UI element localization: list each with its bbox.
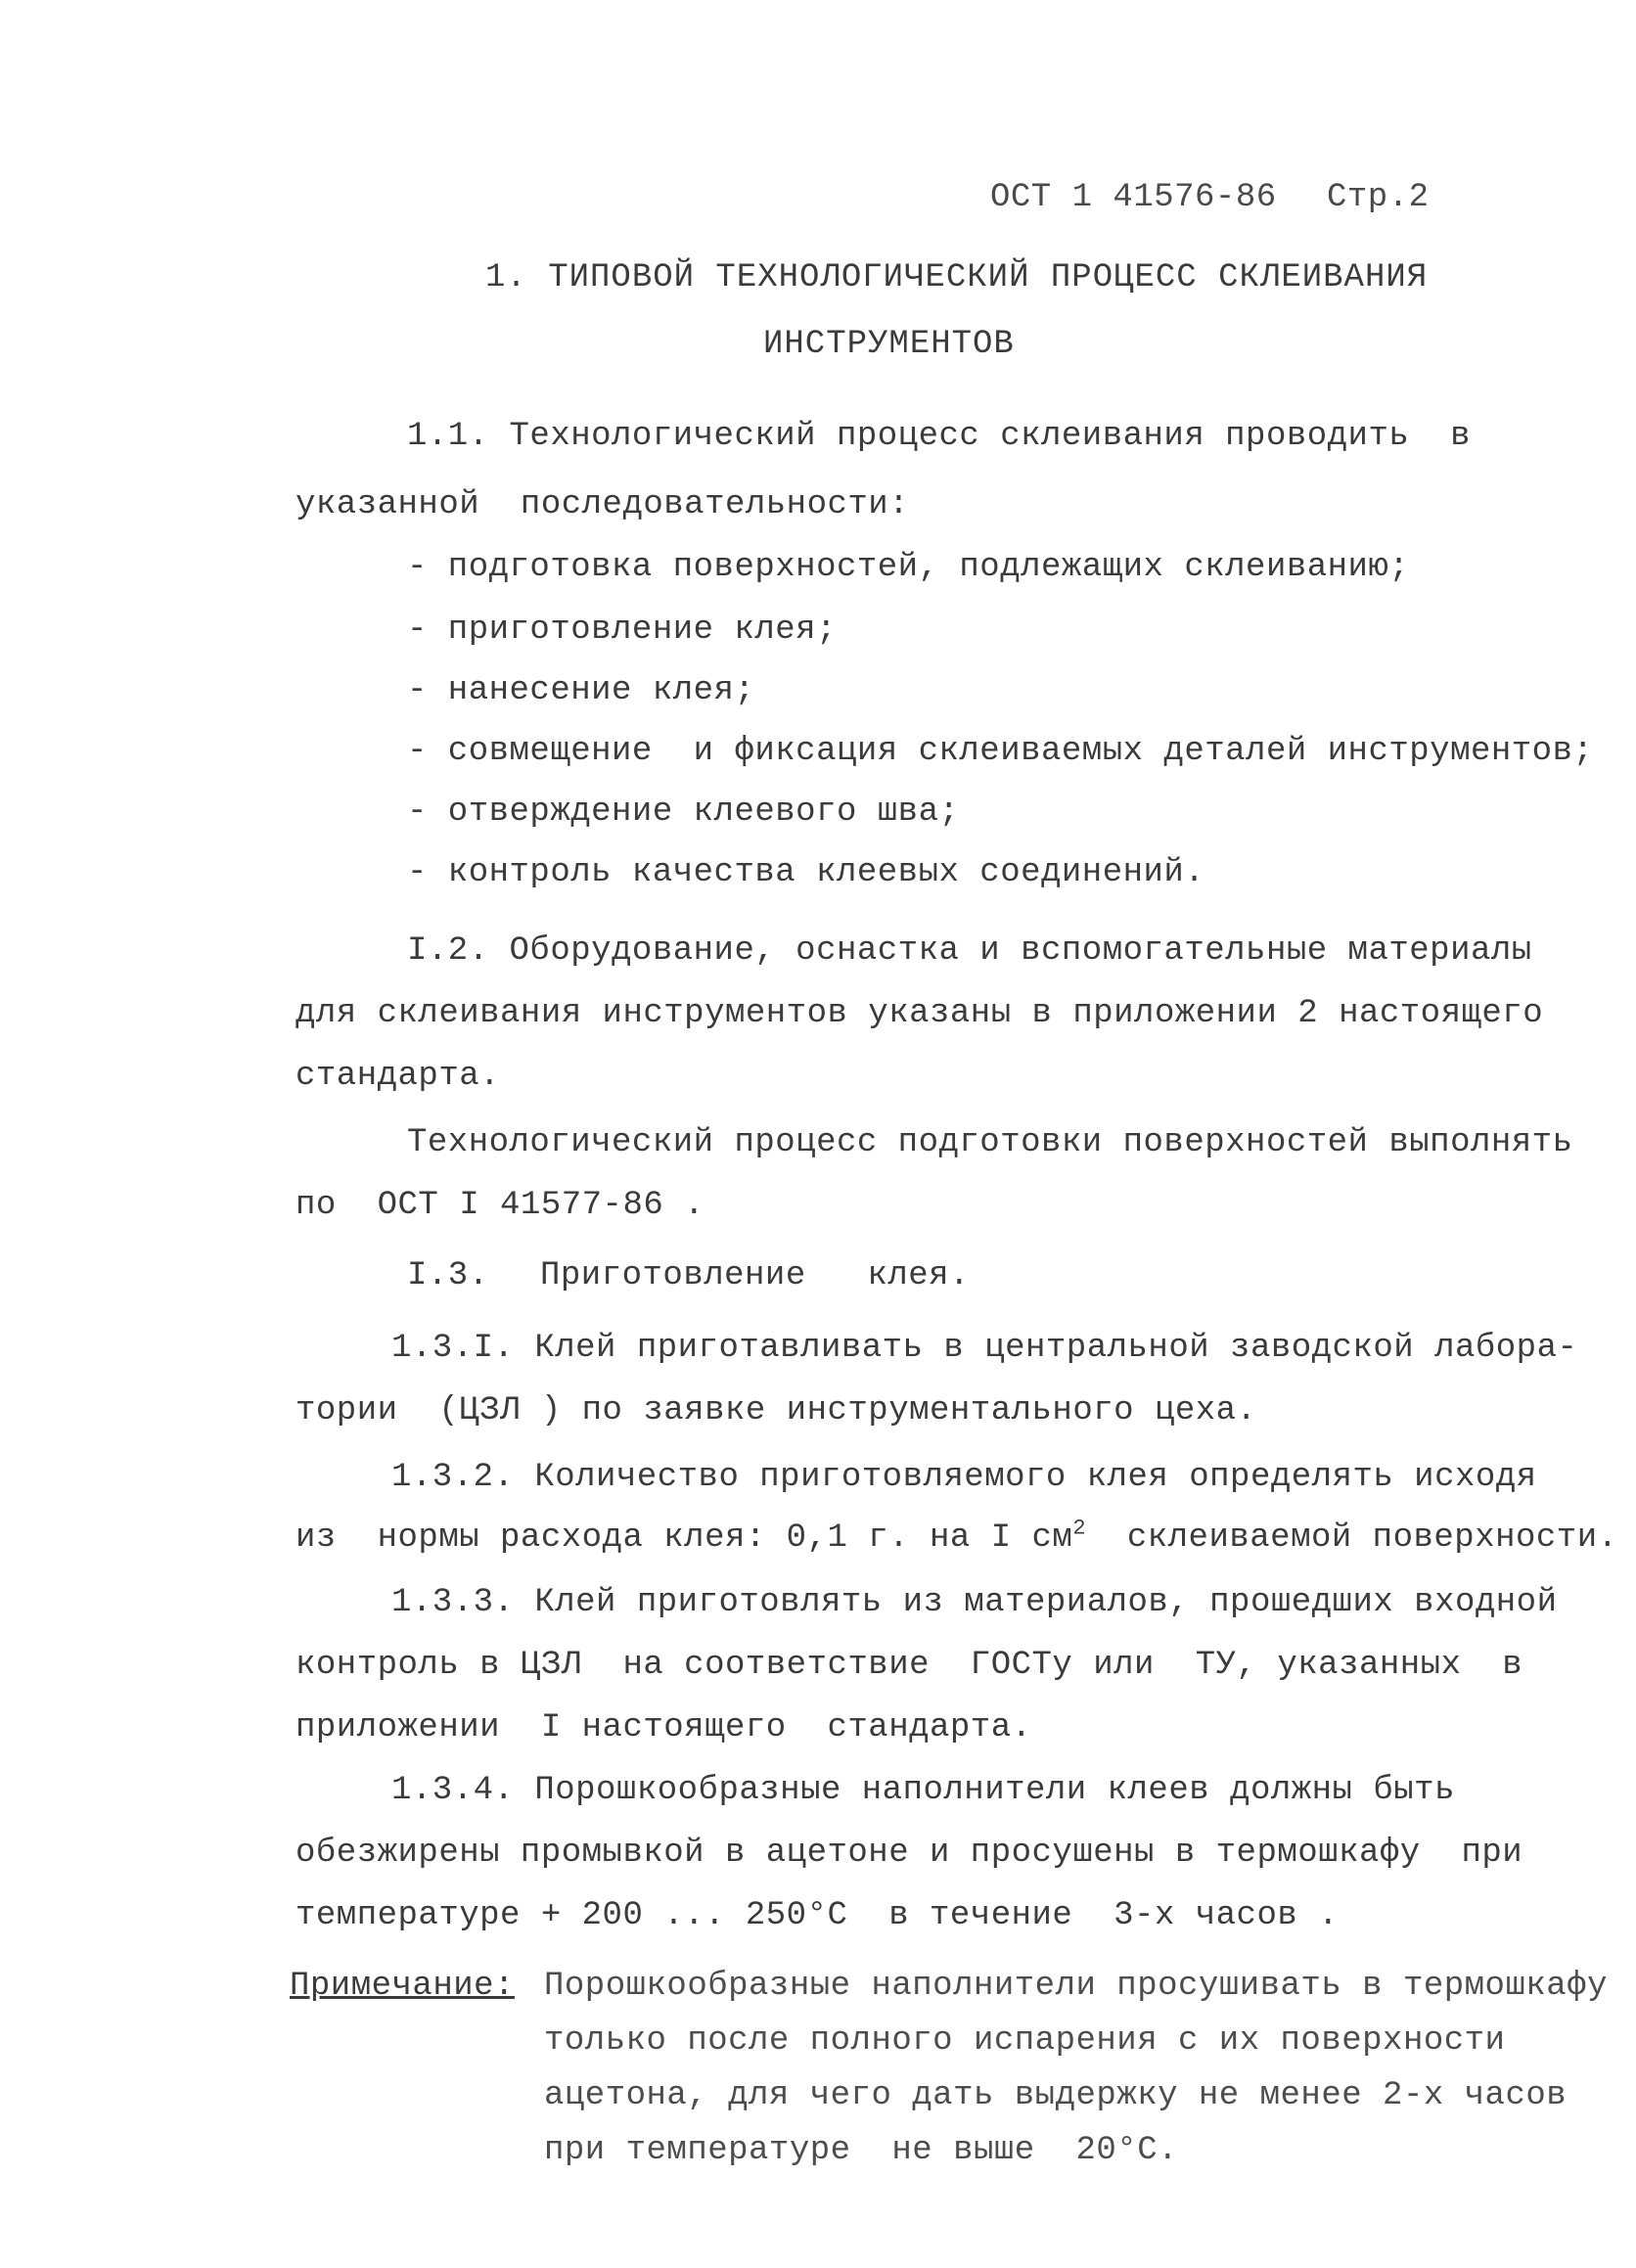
page-number: Стр.2 bbox=[1327, 179, 1430, 216]
paragraph-1-3-1-line: 1.3.I. Клей приготавливать в центральной заводской лабора- bbox=[391, 1330, 1578, 1367]
surface-prep-line: по ОСТ I 41577-86 . bbox=[295, 1187, 705, 1224]
paragraph-1-3-3-line: контроль в ЦЗЛ на соответствие ГОСТу или ТУ, указанных в bbox=[295, 1647, 1523, 1684]
paragraph-1-3-2-line: 1.3.2. Количество приготовляемого клея определять исходя bbox=[391, 1459, 1537, 1496]
note-line: Порошкообразные наполнители просушивать в термошкафу bbox=[544, 1968, 1608, 2005]
note-line: при температуре не выше 20°С. bbox=[544, 2132, 1179, 2169]
section-title: 1. ТИПОВОЙ ТЕХНОЛОГИЧЕСКИЙ ПРОЦЕСС СКЛЕИВАНИЯ bbox=[485, 259, 1429, 296]
paragraph-1-3-4-line: обезжирены промывкой в ацетоне и просушены в термошкафу при bbox=[295, 1835, 1523, 1872]
paragraph-1-3-number: I.3. bbox=[407, 1257, 489, 1294]
paragraph-1-3-3-line: 1.3.3. Клей приготовлять из материалов, прошедших входной bbox=[391, 1584, 1558, 1621]
list-item: - приготовление клея; bbox=[407, 612, 837, 649]
note-line: ацетона, для чего дать выдержку не менее 2-х часов bbox=[544, 2077, 1568, 2114]
list-item: - контроль качества клеевых соединений. bbox=[407, 854, 1205, 891]
paragraph-1-1-line: 1.1. Технологический процесс склеивания проводить в bbox=[407, 418, 1471, 455]
list-item: - подготовка поверхностей, подлежащих склеиванию; bbox=[407, 549, 1410, 586]
paragraph-1-3-2-line bbox=[295, 1517, 1618, 1560]
list-item: - отверждение клеевого шва; bbox=[407, 794, 960, 831]
paragraph-1-3-2-text: склеиваемой поверхности. bbox=[1086, 1520, 1618, 1557]
note-label: Примечание: bbox=[290, 1968, 515, 2005]
paragraph-1-3-4-line: температуре + 200 ... 250°С в течение 3-х часов . bbox=[295, 1897, 1340, 1934]
paragraph-1-2-line: I.2. Оборудование, оснастка и вспомогательные материалы bbox=[407, 932, 1532, 970]
section-title-continued: ИНСТРУМЕНТОВ bbox=[763, 326, 1015, 363]
paragraph-1-3-title: Приготовление клея. bbox=[540, 1257, 970, 1294]
paragraph-1-2-line: стандарта. bbox=[295, 1058, 501, 1095]
paragraph-1-1-line: указанной последовательности: bbox=[295, 486, 910, 523]
document-code: ОСТ 1 41576-86 bbox=[990, 179, 1277, 216]
note-line: только после полного испарения с их поверхности bbox=[544, 2022, 1506, 2060]
paragraph-1-3-1-line: тории (ЦЗЛ ) по заявке инструментального цеха. bbox=[295, 1392, 1257, 1429]
paragraph-1-3-4-line: 1.3.4. Порошкообразные наполнители клеев должны быть bbox=[391, 1772, 1455, 1809]
superscript: 2 bbox=[1072, 1516, 1087, 1541]
paragraph-1-3-3-line: приложении I настоящего стандарта. bbox=[295, 1709, 1032, 1746]
paragraph-1-2-line: для склеивания инструментов указаны в приложении 2 настоящего bbox=[295, 995, 1544, 1032]
list-item: - совмещение и фиксация склеиваемых деталей инструментов; bbox=[407, 733, 1594, 770]
surface-prep-line: Технологический процесс подготовки поверхностей выполнять bbox=[407, 1124, 1573, 1161]
list-item: - нанесение клея; bbox=[407, 672, 755, 709]
paragraph-1-3-2-text: из нормы расхода клея: 0,1 г. на I см bbox=[295, 1520, 1073, 1557]
